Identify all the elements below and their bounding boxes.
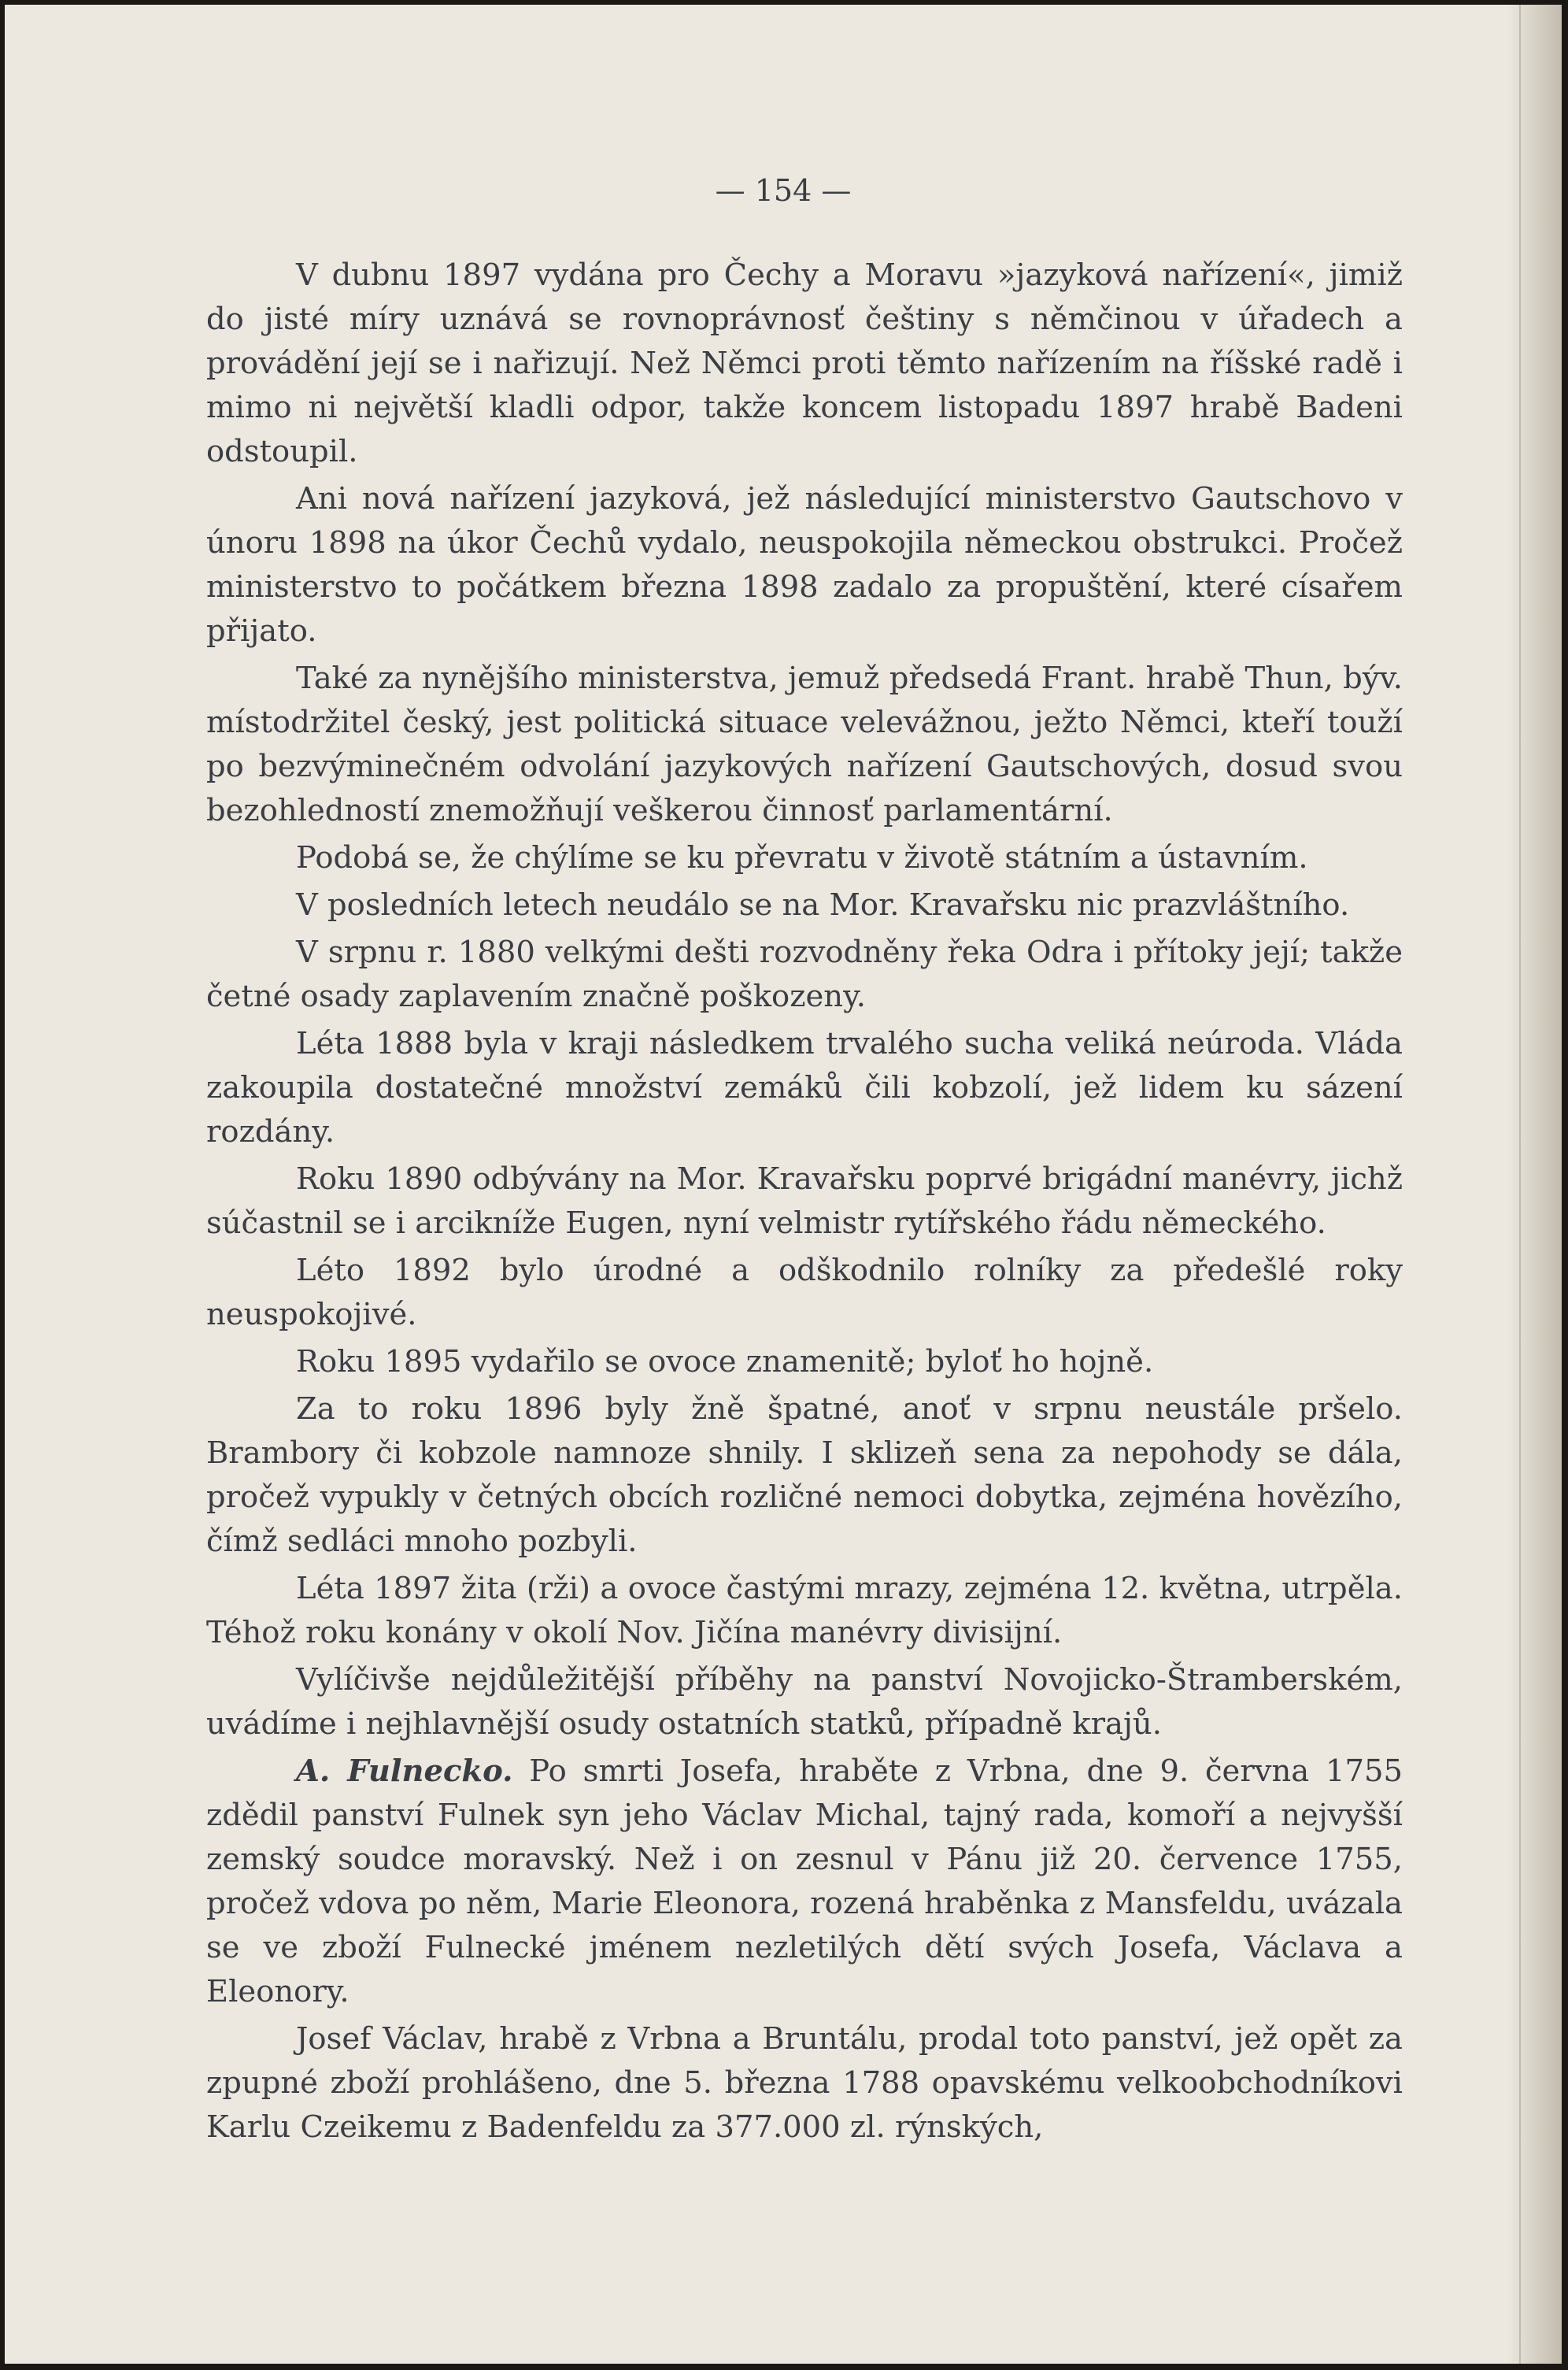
paragraph: V dubnu 1897 vydána pro Čechy a Moravu »jazyková nařízení«, jimiž do jisté míry uznává se rovnoprávnosť češtiny s němčinou v úřadech a provádění její se i nařizují. Než Němci proti těmto nařízením na říšské radě i mimo ni největší kladli odpor, takže koncem listopadu 1897 hrabě Badeni odstoupil.	[206, 257, 1403, 469]
paragraph: Léta 1888 byla v kraji následkem trvalého sucha veliká neúroda. Vláda zakoupila dostatečné množství zemáků čili kobzolí, jež lidem ku sázení rozdány.	[206, 1026, 1403, 1150]
page-number: — 154 —	[715, 173, 852, 208]
paragraph: Roku 1890 odbývány na Mor. Kravařsku poprvé brigádní manévry, jichž súčastnil se i arcikníže Eugen, nyní velmistr rytířského řádu německého.	[206, 1161, 1403, 1241]
section-a-text: Po smrti Josefa, hraběte z Vrbna, dne 9. června 1755 zdědil panství Fulnek syn jeho Václav Michal, tajný rada, komoří a nejvyšší zemský soudce moravský. Než i on zesnul v Pánu již 20. července 1755, pročež vdova po něm, Marie Eleonora, rozená hraběnka z Mansfeldu, uvázala se ve zboží Fulnecké jménem nezletilých dětí svých Josefa, Václava a Eleonory.	[206, 1753, 1403, 2009]
section-a-label: A. Fulnecko.	[296, 1753, 513, 1789]
paragraph: Podobá se, že chýlíme se ku převratu v životě státním a ústavním.	[296, 840, 1308, 876]
body-text	[206, 254, 1403, 2153]
paragraph: Ani nová nařízení jazyková, jež následující ministerstvo Gautschovo v únoru 1898 na úkor Čechů vydalo, neuspokojila německou obstrukci. Pročež ministerstvo to počátkem března 1898 zadalo za propuštění, které císařem přijato.	[206, 481, 1403, 649]
paragraph: Také za nynějšího ministerstva, jemuž předsedá Frant. hrabě Thun, býv. místodržitel český, jest politická situace velevážnou, ježto Němci, kteří touží po bezvýminečném odvolání jazykových nařízení Gautschových, dosud svou bezohledností znemožňují veškerou činnosť parlamentární.	[206, 661, 1403, 828]
paragraph: Léto 1892 bylo úrodné a odškodnilo rolníky za předešlé roky neuspokojivé.	[206, 1253, 1403, 1332]
page-fold	[1519, 5, 1521, 2364]
paragraph: V posledních letech neudálo se na Mor. Kravařsku nic prazvláštního.	[296, 887, 1350, 923]
paragraph: Vylíčivše nejdůležitější příběhy na panství Novojicko-Štramberském, uvádíme i nejhlavnější osudy ostatních statků, případně krajů.	[206, 1662, 1403, 1742]
paragraph: V srpnu r. 1880 velkými dešti rozvodněny řeka Odra i přítoky její; takže četné osady zaplavením značně poškozeny.	[206, 935, 1403, 1014]
paragraph: Josef Václav, hrabě z Vrbna a Bruntálu, prodal toto panství, jež opět za zpupné zboží prohlášeno, dne 5. března 1788 opavskému velkoobchodníkovi Karlu Czeikemu z Badenfeldu za 377.000 zl. rýnských,	[206, 2021, 1403, 2145]
paragraph: Roku 1895 vydařilo se ovoce znamenitě; byloť ho hojně.	[296, 1344, 1154, 1379]
book-page	[5, 5, 1562, 2364]
paragraph: Léta 1897 žita (rži) a ovoce častými mrazy, zejména 12. května, utrpěla. Téhož roku konány v okolí Nov. Jičína manévry divisijní.	[206, 1571, 1403, 1650]
paragraph: Za to roku 1896 byly žně špatné, anoť v srpnu neustále pršelo. Brambory či kobzole namnoze shnily. I sklizeň sena za nepohody se dála, pročež vypukly v četných obcích rozličné nemoci dobytka, zejména hovězího, čímž sedláci mnoho pozbyli.	[206, 1391, 1403, 1559]
section-a-paragraph	[206, 1750, 1403, 2014]
